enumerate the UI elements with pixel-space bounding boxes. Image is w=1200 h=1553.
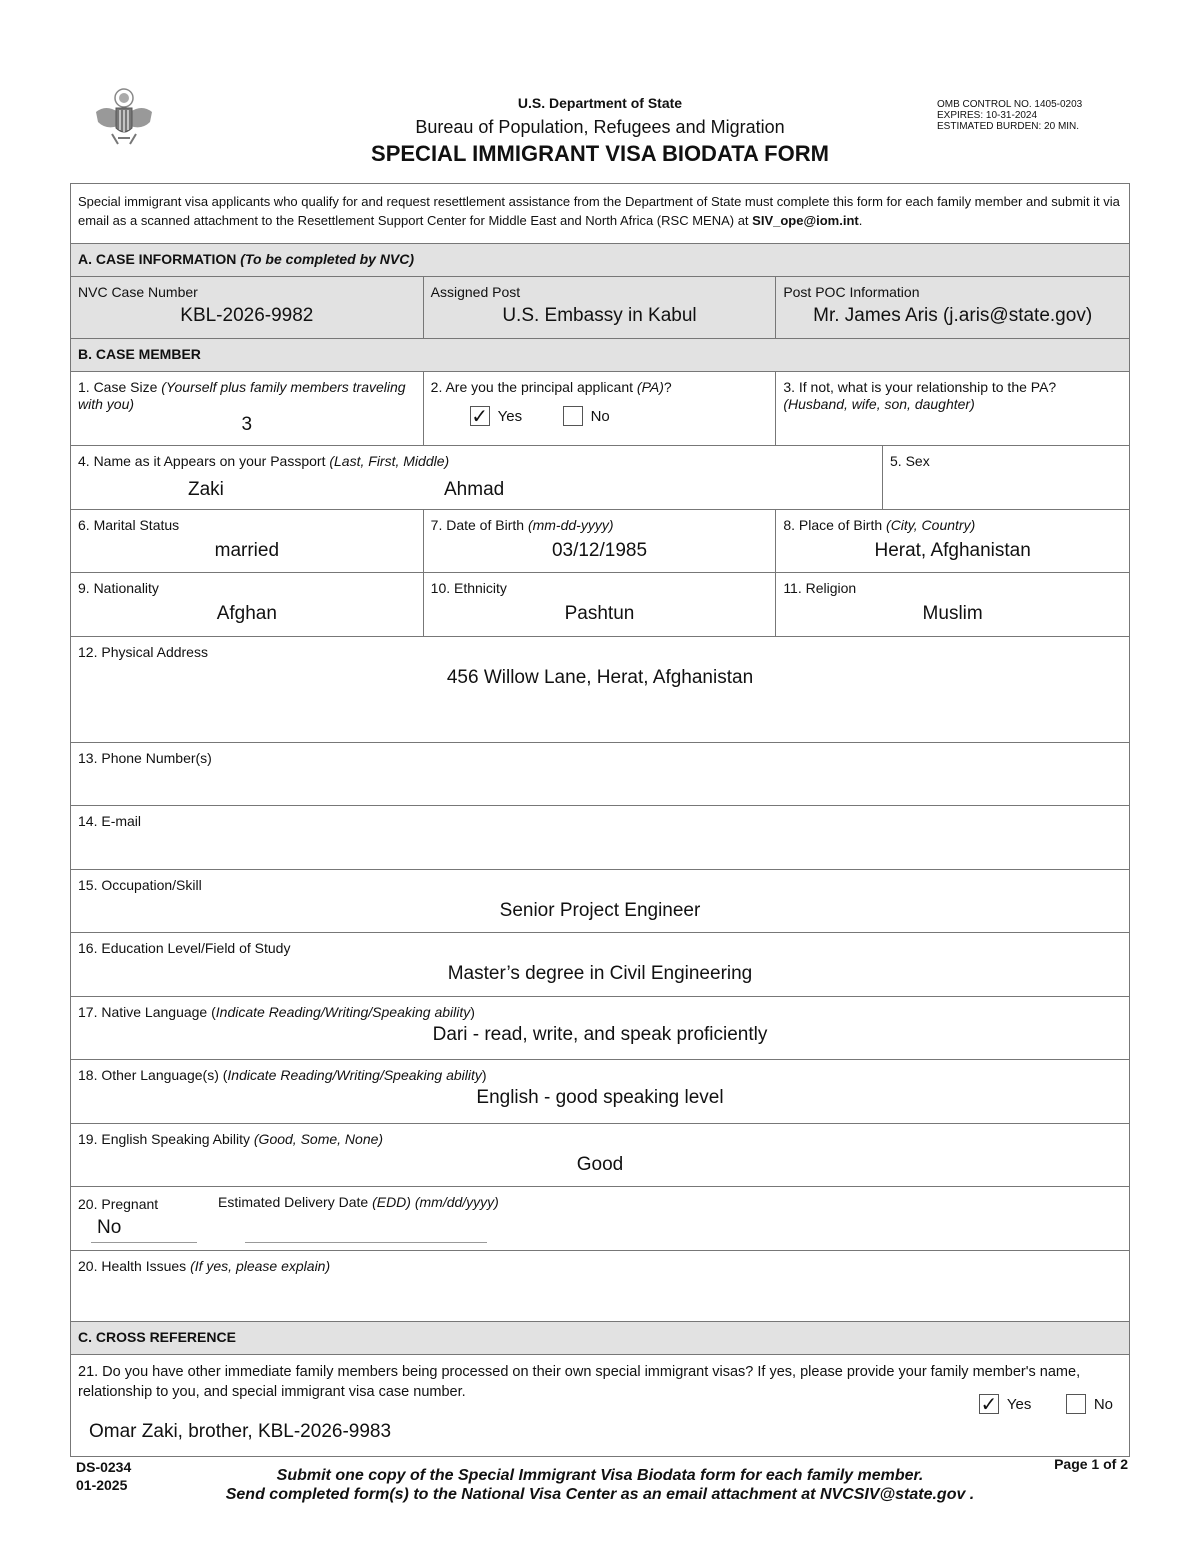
occupation-label: 15. Occupation/Skill: [78, 877, 202, 893]
form-number-value: DS-0234: [76, 1459, 132, 1475]
cross-ref-no-label: No: [1093, 1395, 1113, 1413]
page-number: Page 1 of 2: [1054, 1456, 1128, 1472]
ethnicity-label: 10. Ethnicity: [430, 580, 507, 596]
native-language-label: 17. Native Language (Indicate Reading/Writing/Speaking ability): [78, 1004, 475, 1020]
row-q17: [71, 997, 1129, 1060]
nationality-value: Afghan: [216, 603, 277, 624]
physical-address-value: 456 Willow Lane, Herat, Afghanistan: [446, 667, 754, 688]
section-b-header: [71, 339, 1129, 372]
phone-number-field[interactable]: [71, 743, 1129, 805]
other-languages-value: English - good speaking level: [476, 1087, 724, 1108]
physical-address-field[interactable]: [71, 637, 1129, 742]
pregnancy-field: [71, 1187, 1129, 1250]
religion-field[interactable]: [776, 573, 1129, 636]
case-info-row: [71, 277, 1129, 339]
nvc-case-number-value: KBL-2026-9982: [180, 305, 314, 326]
row-q12: [71, 637, 1129, 743]
omb-control-no: OMB CONTROL NO. 1405-0203: [937, 99, 1083, 110]
relationship-field[interactable]: [776, 372, 1129, 445]
footer-line-2: Send completed form(s) to the National Visa Center as an email attachment at NVCSIV@state.gov .: [225, 1486, 975, 1503]
omb-burden: ESTIMATED BURDEN: 20 MIN.: [937, 121, 1080, 132]
sex-label: 5. Sex: [890, 453, 930, 469]
email-label: 14. E-mail: [78, 813, 142, 829]
native-language-value: Dari - read, write, and speak proficiently: [432, 1024, 768, 1045]
english-ability-field[interactable]: [71, 1124, 1129, 1186]
passport-name-field[interactable]: [71, 446, 883, 509]
pregnant-value[interactable]: No: [97, 1217, 122, 1238]
other-languages-field[interactable]: [71, 1060, 1129, 1123]
case-size-field[interactable]: [71, 372, 424, 445]
religion-label: 11. Religion: [783, 580, 857, 596]
marital-status-value: married: [214, 540, 280, 561]
biodata-form: [70, 183, 1130, 1457]
case-size-value: 3: [241, 414, 253, 435]
row-q21: [71, 1355, 1129, 1456]
pa-no-label: No: [590, 407, 610, 425]
place-of-birth-field[interactable]: [776, 510, 1129, 572]
nationality-label: 9. Nationality: [78, 580, 159, 596]
bureau-name: Bureau of Population, Refugees and Migration: [415, 117, 785, 137]
nationality-field[interactable]: [71, 573, 424, 636]
form-date-value: 01-2025: [76, 1477, 128, 1493]
cross-ref-no-checkbox[interactable]: [1066, 1394, 1086, 1414]
section-a-header: [71, 244, 1129, 277]
cross-reference-label: 21. Do you have other immediate family members being processed on their own special immigrant visas? If yes, please provide your family member's name, relationship to you, and special immigrant visa case number.: [78, 1364, 1081, 1400]
education-field[interactable]: [71, 933, 1129, 996]
cross-ref-yes-label: Yes: [1006, 1395, 1032, 1413]
ethnicity-value: Pashtun: [564, 603, 635, 624]
english-ability-label: 19. English Speaking Ability (Good, Some, None): [78, 1131, 384, 1147]
last-name-value: Zaki: [188, 479, 224, 500]
case-size-label: 1. Case Size (Yourself plus family members traveling with you): [78, 379, 406, 412]
relationship-label: 3. If not, what is your relationship to the PA?: [783, 379, 1057, 395]
pregnant-label: 20. Pregnant: [78, 1196, 159, 1212]
religion-value: Muslim: [922, 603, 983, 624]
marital-status-field[interactable]: [71, 510, 424, 572]
assigned-post-value: U.S. Embassy in Kabul: [502, 305, 697, 326]
edd-input[interactable]: [245, 1242, 487, 1243]
ethnicity-field[interactable]: [424, 573, 777, 636]
nvc-case-number-field[interactable]: [71, 277, 424, 338]
row-q6-q8: [71, 510, 1129, 573]
date-of-birth-label: 7. Date of Birth (mm-dd-yyyy): [430, 517, 614, 533]
intro-row: [71, 184, 1129, 244]
pa-yes-checkbox[interactable]: ✓: [471, 406, 489, 428]
cross-ref-yes-checkbox[interactable]: ✓: [980, 1394, 998, 1416]
pa-yes-label: Yes: [497, 407, 523, 425]
edd-label: Estimated Delivery Date (EDD) (mm/dd/yyyy): [218, 1194, 499, 1210]
cross-reference-value: Omar Zaki, brother, KBL-2026-9983: [89, 1421, 392, 1442]
passport-name-label: 4. Name as it Appears on your Passport (Last, First, Middle): [78, 453, 450, 469]
section-c-title: C. CROSS REFERENCE: [71, 1322, 1129, 1354]
first-name-value: Ahmad: [444, 479, 505, 500]
education-value: Master’s degree in Civil Engineering: [447, 963, 753, 984]
place-of-birth-label: 8. Place of Birth (City, Country): [783, 517, 976, 533]
form-title: SPECIAL IMMIGRANT VISA BIODATA FORM: [371, 141, 829, 166]
row-q4-q5: [71, 446, 1129, 510]
other-languages-label: 18. Other Language(s) (Indicate Reading/Writing/Speaking ability): [78, 1067, 487, 1083]
row-q19: [71, 1124, 1129, 1187]
marital-status-label: 6. Marital Status: [78, 517, 180, 533]
row-q20: [71, 1187, 1129, 1251]
assigned-post-field[interactable]: [424, 277, 777, 338]
row-q13: [71, 743, 1129, 806]
section-a-title: A. CASE INFORMATION (To be completed by NVC): [71, 244, 1129, 276]
date-of-birth-value: 03/12/1985: [551, 540, 648, 561]
assigned-post-label: Assigned Post: [430, 284, 521, 300]
principal-applicant-field: [424, 372, 777, 445]
pa-no-checkbox[interactable]: [563, 406, 583, 426]
place-of-birth-value: Herat, Afghanistan: [874, 540, 1031, 561]
relationship-note: (Husband, wife, son, daughter): [783, 396, 975, 412]
row-q15: [71, 870, 1129, 933]
occupation-field[interactable]: [71, 870, 1129, 932]
row-q20b: [71, 1251, 1129, 1322]
email-field[interactable]: [71, 806, 1129, 869]
cross-reference-field[interactable]: [71, 1355, 1129, 1456]
education-label: 16. Education Level/Field of Study: [78, 940, 291, 956]
footer-instructions: [0, 1466, 1200, 1504]
sex-field[interactable]: [883, 446, 1129, 509]
intro-email: SIV_ope@iom.int: [752, 213, 859, 228]
pregnant-underline: [91, 1242, 197, 1243]
health-issues-label: 20. Health Issues (If yes, please explain): [78, 1258, 331, 1274]
section-c-header: [71, 1322, 1129, 1355]
phone-number-label: 13. Phone Number(s): [78, 750, 212, 766]
date-of-birth-field[interactable]: [424, 510, 777, 572]
row-q14: [71, 806, 1129, 870]
omb-expires: EXPIRES: 10-31-2024: [937, 110, 1038, 121]
english-ability-value: Good: [576, 1154, 624, 1175]
physical-address-label: 12. Physical Address: [78, 644, 208, 660]
omb-info: [937, 99, 1082, 132]
post-poc-value: Mr. James Aris (j.aris@state.gov): [813, 305, 1093, 326]
post-poc-label: Post POC Information: [783, 284, 920, 300]
section-b-title: B. CASE MEMBER: [71, 339, 1129, 371]
post-poc-field[interactable]: [776, 277, 1129, 338]
department-name: U.S. Department of State: [517, 95, 683, 111]
health-issues-field[interactable]: [71, 1251, 1129, 1321]
row-q18: [71, 1060, 1129, 1124]
intro-text: Special immigrant visa applicants who qualify for and request resettlement assistance from the Department of State must complete this form for each family member and submit it via email as a scanned attachment to the Resettlement Support Center for Middle East and North Africa (RSC MENA) at SIV_ope@iom.int.: [78, 194, 1120, 228]
occupation-value: Senior Project Engineer: [499, 900, 701, 921]
row-q1-q3: [71, 372, 1129, 446]
row-q9-q11: [71, 573, 1129, 637]
footer-line-1: Submit one copy of the Special Immigrant Visa Biodata form for each family member.: [276, 1467, 924, 1484]
native-language-field[interactable]: [71, 997, 1129, 1059]
principal-applicant-label: 2. Are you the principal applicant (PA)?: [430, 379, 672, 395]
nvc-case-number-label: NVC Case Number: [78, 284, 198, 300]
row-q16: [71, 933, 1129, 997]
